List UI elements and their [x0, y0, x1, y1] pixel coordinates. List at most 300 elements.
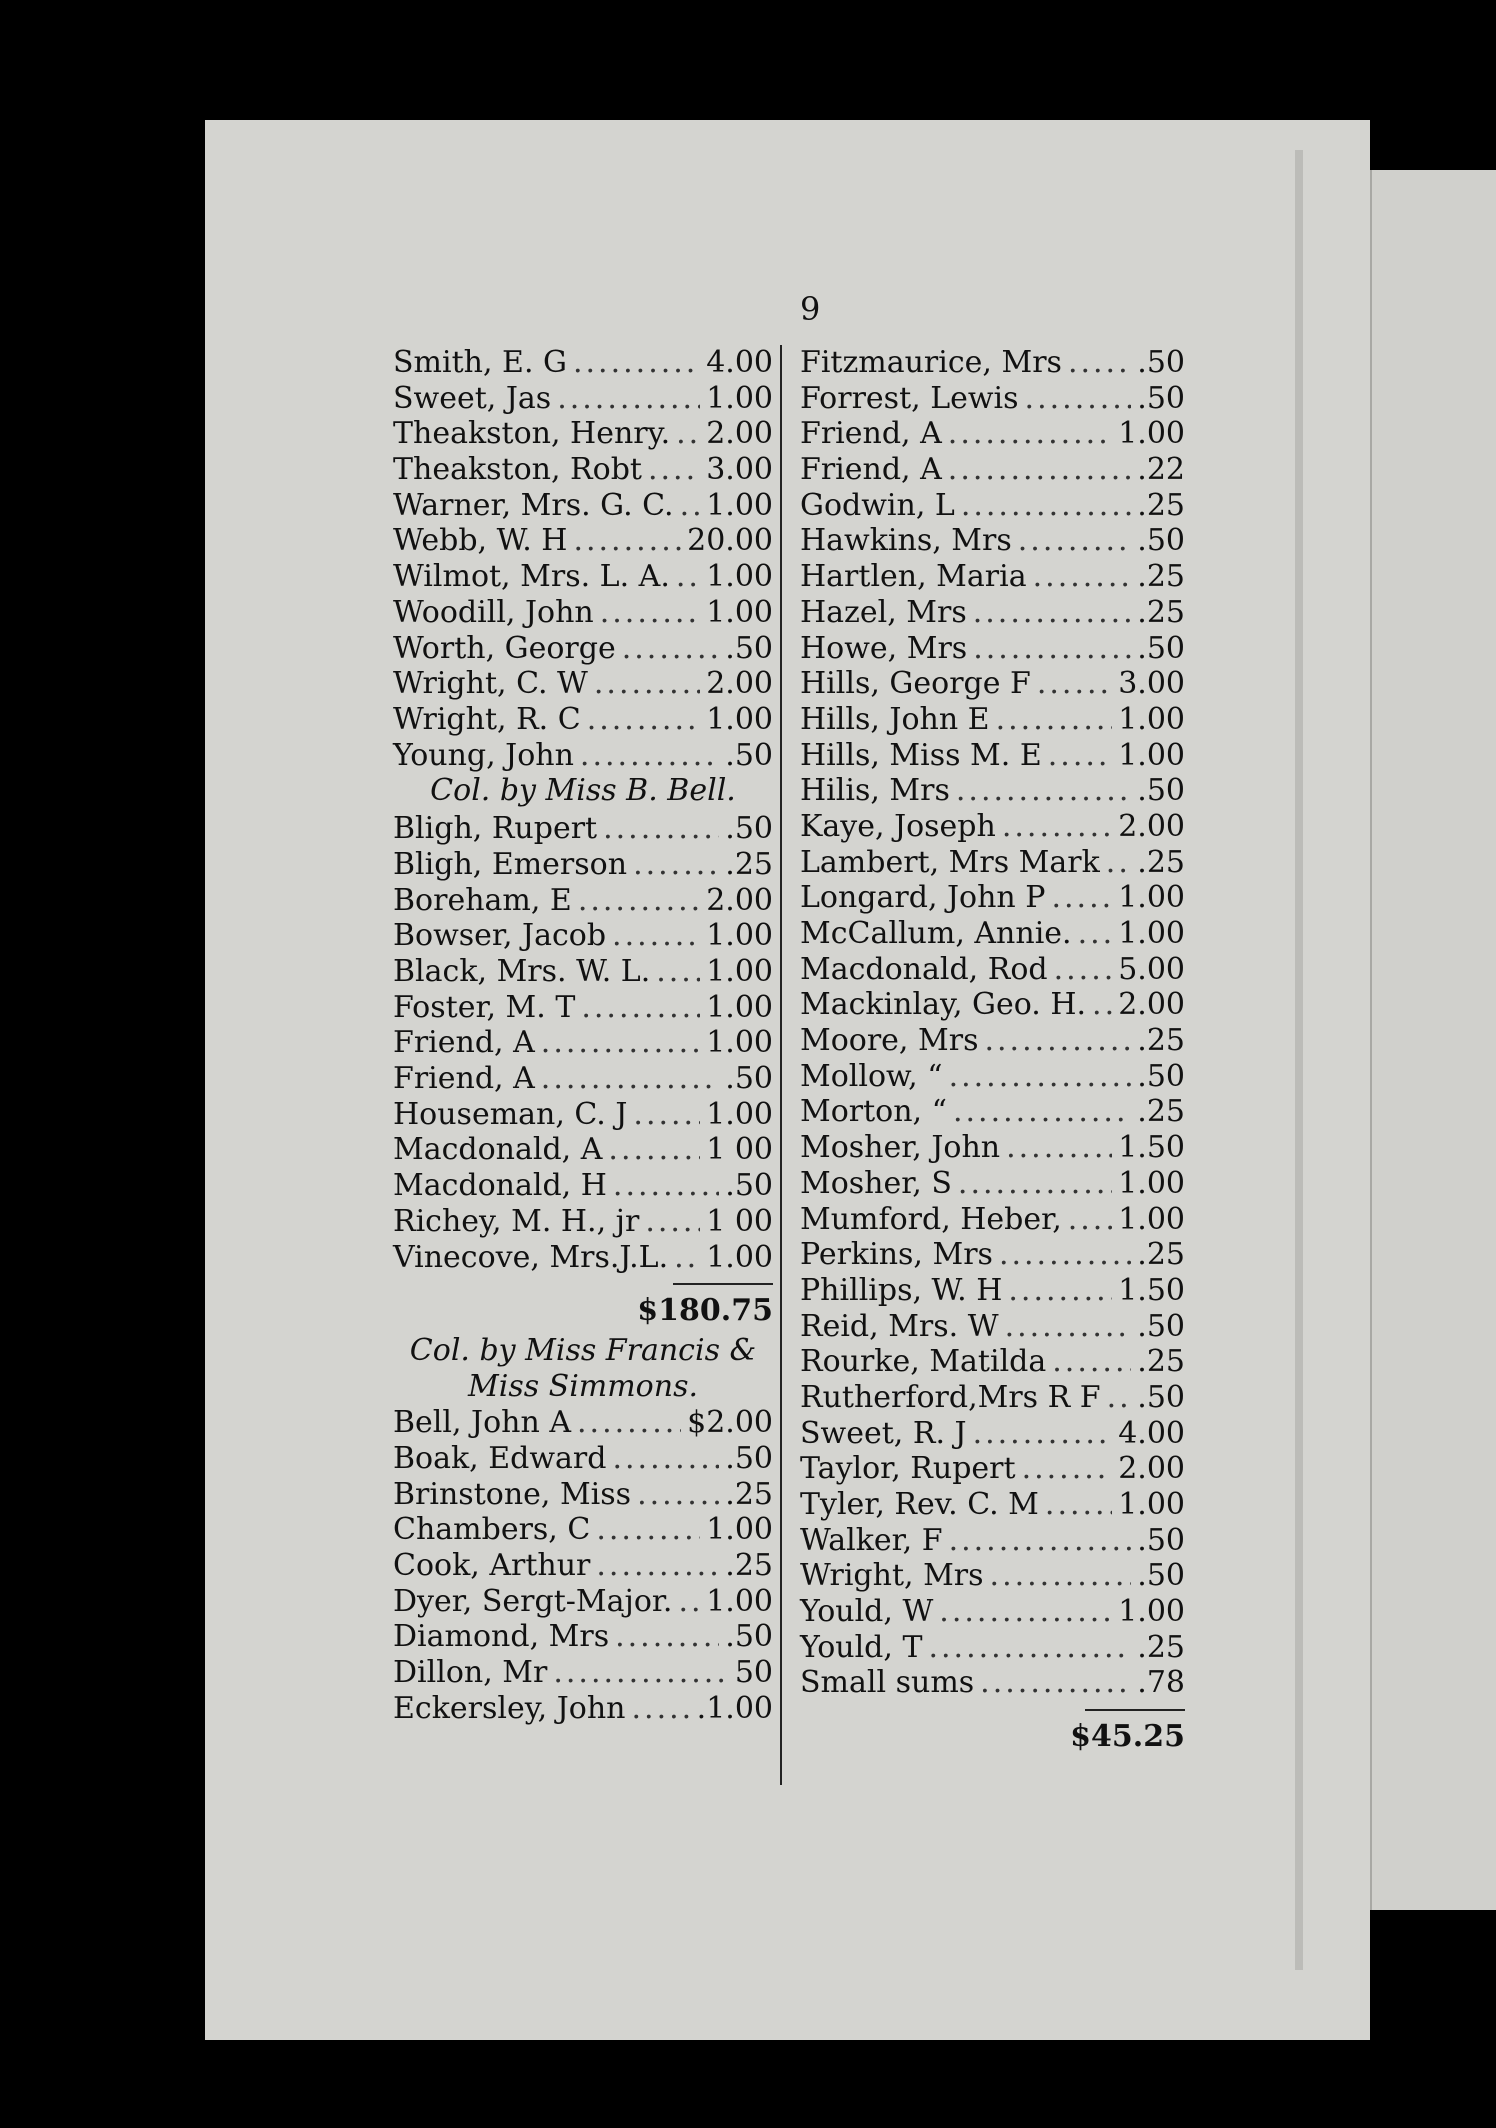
entry-name: Bligh, Emerson: [393, 846, 628, 882]
entry-amount: 1.00: [1118, 416, 1185, 452]
leader-dots: [573, 523, 681, 558]
entry-name: Reid, Mrs. W: [800, 1308, 999, 1344]
list-item: [393, 847, 773, 883]
entry-amount: .50: [725, 1168, 773, 1204]
right-column: [800, 345, 1185, 1759]
leader-dots: [1025, 381, 1132, 416]
entry-amount: 1.00: [706, 1025, 773, 1061]
leader-dots: [1092, 987, 1112, 1022]
leader-dots: [1048, 738, 1112, 773]
entry-amount: 50: [734, 1655, 773, 1690]
list-item: [393, 631, 773, 667]
entry-amount: 2.00: [1118, 1451, 1185, 1487]
right-total-line: [1085, 1709, 1185, 1711]
list-item: [393, 452, 773, 488]
list-item: [800, 1451, 1185, 1487]
entry-amount: .25: [1137, 1237, 1185, 1273]
list-item: [800, 381, 1185, 417]
right-entries: [800, 345, 1185, 1701]
list-item: [800, 702, 1185, 738]
leader-dots: [608, 1132, 700, 1167]
leader-dots: [939, 1594, 1112, 1629]
entry-name: Phillips, W. H: [800, 1272, 1003, 1308]
leader-dots: [633, 1097, 700, 1132]
heading-miss-b-bell: Col. by Miss B. Bell.: [430, 773, 736, 809]
list-item: [393, 559, 773, 595]
left-entries-c: [393, 1405, 773, 1726]
entry-amount: 2.00: [1118, 808, 1185, 844]
entry-name: Hills, John E: [800, 701, 990, 737]
entry-amount: 1.00: [706, 487, 773, 523]
leader-dots: [1107, 1380, 1132, 1415]
list-item: [800, 1166, 1185, 1202]
left-column: [393, 345, 773, 1726]
leader-dots: [1006, 1130, 1112, 1165]
entry-name: Friend, A: [800, 452, 942, 488]
entry-name: Richey, M. H., jr: [393, 1203, 640, 1239]
leader-dots: [680, 488, 701, 523]
entry-amount: .50: [1137, 345, 1185, 380]
list-item: [800, 1558, 1185, 1594]
entry-amount: .50: [725, 630, 773, 666]
list-item: [393, 1512, 773, 1548]
leader-dots: [958, 1166, 1112, 1201]
list-item: [393, 738, 773, 774]
right-total-rule: [800, 1701, 1185, 1719]
list-item: [800, 952, 1185, 988]
entry-name: Sweet, R. J: [800, 1415, 967, 1451]
entry-amount: 1.00: [706, 1583, 773, 1619]
leader-dots: [949, 1523, 1132, 1558]
entry-amount: 1.00: [1118, 737, 1185, 773]
list-item: [393, 416, 773, 452]
entry-name: Houseman, C. J: [393, 1096, 628, 1132]
entry-name: Chambers, C: [393, 1512, 591, 1548]
entry-name: Friend, A: [800, 416, 942, 452]
entry-name: Perkins, Mrs: [800, 1237, 993, 1273]
leader-dots: [1052, 1344, 1131, 1379]
leader-dots: [557, 381, 700, 416]
leader-dots: [973, 595, 1132, 630]
list-item: [800, 1094, 1185, 1130]
entry-amount: 1.50: [1118, 1130, 1185, 1166]
leader-dots: [573, 345, 700, 380]
list-item: [393, 595, 773, 631]
entry-name: Wright, Mrs: [800, 1558, 984, 1594]
entry-amount: 1.00: [706, 918, 773, 954]
entry-name: Eckersley, John: [393, 1690, 626, 1726]
left-entries-b: [393, 811, 773, 1275]
entry-amount: .25: [1137, 1629, 1185, 1665]
leader-dots: [656, 954, 700, 989]
entry-name: Hilis, Mrs: [800, 773, 950, 809]
entry-name: Moore, Mrs: [800, 1023, 979, 1059]
entry-name: Kaye, Joseph: [800, 808, 996, 844]
leader-dots: [674, 1240, 700, 1275]
leader-dots: [678, 1584, 700, 1619]
list-item: [800, 1202, 1185, 1238]
list-item: [393, 1025, 773, 1061]
list-item: [800, 1594, 1185, 1630]
leader-dots: [541, 1025, 700, 1060]
entry-amount: .50: [1137, 1558, 1185, 1594]
list-item: [393, 1477, 773, 1513]
entry-amount: .50: [1137, 1058, 1185, 1094]
entry-amount: 1.00: [706, 1096, 773, 1132]
document-page: [205, 120, 1370, 2040]
entry-amount: 1.00: [706, 559, 773, 595]
leader-dots: [1008, 1273, 1112, 1308]
entry-amount: .50: [725, 811, 773, 847]
entry-amount: .25: [725, 1547, 773, 1583]
entry-name: Wright, R. C: [393, 701, 581, 737]
leader-dots: [1033, 559, 1132, 594]
entry-amount: 3.00: [1118, 666, 1185, 702]
entry-name: Howe, Mrs: [800, 630, 968, 666]
list-item: [800, 452, 1185, 488]
list-item: [393, 1548, 773, 1584]
entry-name: Yould, T: [800, 1629, 923, 1665]
leader-dots: [1005, 1309, 1132, 1344]
list-item: [800, 987, 1185, 1023]
leader-dots: [581, 990, 700, 1025]
entry-name: Hartlen, Maria: [800, 559, 1027, 595]
leader-dots: [615, 1619, 719, 1654]
leader-dots: [645, 1204, 700, 1239]
leader-dots: [577, 1405, 681, 1440]
leader-dots: [613, 1168, 719, 1203]
entry-amount: 1.50: [1118, 1272, 1185, 1308]
entry-name: Macdonald, A: [393, 1132, 603, 1168]
entry-amount: .50: [1137, 1522, 1185, 1558]
leader-dots: [594, 666, 700, 701]
left-total: $180.75: [637, 1293, 773, 1329]
entry-name: Mumford, Heber,: [800, 1201, 1062, 1237]
leader-dots: [956, 773, 1131, 808]
entry-amount: .50: [725, 737, 773, 773]
leader-dots: [596, 1512, 700, 1547]
entry-amount: .50: [1137, 1308, 1185, 1344]
list-item: [393, 1441, 773, 1477]
leader-dots: [948, 452, 1132, 487]
entry-name: Mosher, John: [800, 1130, 1001, 1166]
list-item: [800, 345, 1185, 381]
list-item: [393, 1405, 773, 1441]
leader-dots: [999, 1237, 1131, 1272]
list-item: [393, 1132, 773, 1168]
entry-amount: .1.00: [696, 1690, 773, 1726]
entry-name: Rutherford,Mrs R F: [800, 1379, 1101, 1415]
entry-amount: .50: [725, 1061, 773, 1097]
entry-name: Boreham, E: [393, 882, 572, 918]
leader-dots: [676, 559, 700, 594]
list-item: [393, 1691, 773, 1727]
entry-amount: 1.00: [1118, 880, 1185, 916]
entry-amount: 3.00: [706, 452, 773, 488]
entry-name: Woodill, John: [393, 594, 594, 630]
list-item: [800, 1309, 1185, 1345]
leader-dots: [1078, 916, 1113, 951]
list-item: [393, 1168, 773, 1204]
entry-name: Walker, F: [800, 1522, 943, 1558]
entry-name: Sweet, Jas: [393, 380, 552, 416]
leader-dots: [984, 1023, 1131, 1058]
heading-miss-francis-line2: Miss Simmons.: [468, 1369, 698, 1405]
entry-name: Diamond, Mrs: [393, 1619, 610, 1655]
leader-dots: [961, 488, 1131, 523]
entry-amount: 1.00: [1118, 1201, 1185, 1237]
entry-name: Webb, W. H: [393, 523, 568, 559]
leader-dots: [541, 1061, 720, 1096]
list-item: [800, 773, 1185, 809]
entry-amount: .50: [1137, 1379, 1185, 1415]
entry-amount: 1.00: [1118, 1487, 1185, 1522]
subtotal-rule: [393, 1275, 773, 1293]
entry-name: Wilmot, Mrs. L. A.: [393, 559, 670, 595]
entry-amount: 1.00: [706, 1512, 773, 1548]
leader-dots: [578, 883, 700, 918]
list-item: [800, 416, 1185, 452]
entry-amount: .25: [1137, 487, 1185, 523]
entry-amount: .50: [1137, 380, 1185, 416]
leader-dots: [603, 811, 719, 846]
list-item: [800, 1523, 1185, 1559]
leader-dots: [633, 847, 719, 882]
leader-dots: [1018, 523, 1132, 558]
entry-amount: .25: [1137, 1023, 1185, 1059]
list-item: [393, 918, 773, 954]
entry-name: Godwin, L: [800, 487, 955, 523]
entry-amount: 1.00: [706, 954, 773, 989]
entry-name: Theakston, Henry.: [393, 416, 671, 452]
list-item: [393, 1619, 773, 1655]
entry-amount: 4.00: [1118, 1415, 1185, 1451]
entry-name: Lambert, Mrs Mark: [800, 844, 1100, 880]
entry-name: Dillon, Mr: [393, 1655, 548, 1690]
entry-name: Young, John: [393, 737, 574, 773]
list-item: [393, 1240, 773, 1276]
leader-dots: [1054, 952, 1113, 987]
leader-dots: [996, 702, 1113, 737]
leader-dots: [1022, 1451, 1113, 1486]
list-item: [800, 488, 1185, 524]
entry-amount: 1 00: [706, 1132, 773, 1168]
entry-name: Tyler, Rev. C. M: [800, 1487, 1039, 1522]
entry-amount: 1.00: [1118, 1165, 1185, 1201]
entry-name: Dyer, Sergt-Major.: [393, 1583, 673, 1619]
entry-name: Hills, George F: [800, 666, 1031, 702]
entry-amount: 1.00: [706, 1239, 773, 1275]
list-item: [800, 631, 1185, 667]
leader-dots: [553, 1655, 728, 1690]
entry-amount: 1 00: [706, 1203, 773, 1239]
leader-dots: [973, 631, 1131, 666]
entry-amount: .25: [1137, 844, 1185, 880]
list-item: [800, 1380, 1185, 1416]
list-item: [800, 559, 1185, 595]
entry-name: Macdonald, H: [393, 1168, 607, 1204]
entry-amount: 5.00: [1118, 951, 1185, 987]
entry-name: Cook, Arthur: [393, 1547, 591, 1583]
entry-name: Foster, M. T: [393, 989, 576, 1025]
entry-amount: .50: [1137, 773, 1185, 809]
entry-name: Brinstone, Miss: [393, 1476, 632, 1512]
list-item: [800, 1237, 1185, 1273]
entry-amount: .50: [725, 1619, 773, 1655]
leader-dots: [612, 1441, 719, 1476]
entry-amount: .25: [1137, 594, 1185, 630]
entry-name: Mollow, “: [800, 1058, 943, 1094]
leader-dots: [1002, 809, 1112, 844]
list-item: [800, 1416, 1185, 1452]
list-item: [800, 845, 1185, 881]
entry-name: Mosher, S: [800, 1165, 952, 1201]
entry-amount: 1.00: [706, 380, 773, 416]
list-item: [800, 523, 1185, 559]
list-item: [800, 1023, 1185, 1059]
entry-amount: .25: [1137, 1094, 1185, 1130]
entry-amount: 1.00: [706, 701, 773, 737]
list-item: [393, 345, 773, 381]
list-item: [393, 381, 773, 417]
leader-dots: [1106, 845, 1131, 880]
list-item: [800, 1665, 1185, 1701]
list-item: [393, 1061, 773, 1097]
leader-dots: [632, 1691, 691, 1726]
leader-dots: [949, 1059, 1132, 1094]
entry-name: Worth, George: [393, 630, 616, 666]
entry-name: Smith, E. G: [393, 345, 567, 380]
entry-amount: 2.00: [706, 666, 773, 702]
list-item: [800, 1630, 1185, 1666]
list-item: [800, 809, 1185, 845]
list-item: [800, 916, 1185, 952]
entry-amount: 2.00: [706, 882, 773, 918]
list-item: [393, 523, 773, 559]
leader-dots: [928, 1630, 1131, 1665]
leader-dots: [648, 452, 700, 487]
entry-name: Warner, Mrs. G. C.: [393, 487, 674, 523]
right-total: $45.25: [1070, 1719, 1185, 1755]
list-item: [800, 666, 1185, 702]
entry-name: Black, Mrs. W. L.: [393, 954, 651, 989]
entry-name: Friend, A: [393, 1025, 535, 1061]
list-item: [800, 595, 1185, 631]
entry-amount: 1.00: [706, 989, 773, 1025]
heading-miss-francis-line1: Col. by Miss Francis &: [409, 1333, 757, 1369]
list-item: [393, 488, 773, 524]
facing-page-edge: [1370, 170, 1496, 1910]
leader-dots: [953, 1094, 1131, 1129]
page-number: 9: [800, 290, 821, 328]
list-item: [393, 1204, 773, 1240]
entry-name: Longard, John P: [800, 880, 1046, 916]
list-item: [393, 1097, 773, 1133]
list-item: [393, 666, 773, 702]
entry-amount: $2.00: [687, 1405, 773, 1441]
list-item: [393, 990, 773, 1026]
entry-amount: 4.00: [706, 345, 773, 380]
leader-dots: [990, 1558, 1132, 1593]
entry-amount: .25: [725, 1476, 773, 1512]
list-item: [800, 1273, 1185, 1309]
entry-name: Small sums: [800, 1665, 975, 1701]
page-fold: [1295, 150, 1303, 1970]
entry-amount: 1.00: [1118, 1594, 1185, 1630]
list-item: [800, 1130, 1185, 1166]
list-item: [800, 1059, 1185, 1095]
entry-amount: 20.00: [687, 523, 773, 559]
list-item: [800, 1487, 1185, 1523]
entry-amount: 1.00: [706, 594, 773, 630]
entry-name: Fitzmaurice, Mrs: [800, 345, 1062, 380]
list-item: [393, 702, 773, 738]
entry-name: Forrest, Lewis: [800, 380, 1019, 416]
leader-dots: [948, 416, 1112, 451]
leader-dots: [676, 416, 700, 451]
entry-name: Taylor, Rupert: [800, 1451, 1016, 1487]
entry-name: Bell, John A: [393, 1405, 571, 1441]
entry-name: Rourke, Matilda: [800, 1344, 1047, 1380]
list-item: [393, 811, 773, 847]
entry-amount: 2.00: [1118, 987, 1185, 1023]
entry-amount: 2.00: [706, 416, 773, 452]
list-item: [800, 738, 1185, 774]
entry-name: Macdonald, Rod: [800, 951, 1048, 987]
leader-dots: [587, 702, 701, 737]
leader-dots: [1045, 1487, 1112, 1522]
leader-dots: [980, 1665, 1131, 1700]
subtotal-line: [673, 1283, 773, 1285]
entry-name: Morton, “: [800, 1094, 947, 1130]
entry-amount: .50: [1137, 630, 1185, 666]
entry-name: Bligh, Rupert: [393, 811, 598, 847]
entry-amount: 1.00: [1118, 701, 1185, 737]
list-item: [393, 883, 773, 919]
entry-amount: .78: [1137, 1665, 1185, 1701]
entry-name: Wright, C. W: [393, 666, 588, 702]
list-item: [800, 1344, 1185, 1380]
leader-dots: [1051, 880, 1112, 915]
entry-amount: 1.00: [1118, 916, 1185, 951]
entry-name: Yould, W: [800, 1594, 934, 1630]
entry-name: Mackinlay, Geo. H.: [800, 987, 1087, 1023]
leader-dots: [1037, 666, 1112, 701]
list-item: [393, 1655, 773, 1691]
list-item: [800, 880, 1185, 916]
leader-dots: [622, 631, 720, 666]
entry-amount: .25: [725, 846, 773, 882]
column-divider: [780, 345, 782, 1785]
entry-name: Friend, A: [393, 1061, 535, 1097]
entry-name: Theakston, Robt: [393, 452, 642, 488]
left-entries-a: [393, 345, 773, 773]
entry-name: Boak, Edward: [393, 1440, 607, 1476]
leader-dots: [973, 1416, 1113, 1451]
entry-name: Hawkins, Mrs: [800, 523, 1012, 559]
leader-dots: [1068, 1202, 1112, 1237]
entry-amount: .22: [1137, 452, 1185, 488]
entry-amount: .50: [1137, 523, 1185, 559]
leader-dots: [596, 1548, 719, 1583]
entry-name: Hazel, Mrs: [800, 594, 967, 630]
entry-name: McCallum, Annie.: [800, 916, 1072, 951]
leader-dots: [612, 918, 700, 953]
leader-dots: [580, 738, 719, 773]
entry-name: Vinecove, Mrs.J.L.: [393, 1239, 669, 1275]
entry-amount: .25: [1137, 1344, 1185, 1380]
leader-dots: [637, 1477, 719, 1512]
